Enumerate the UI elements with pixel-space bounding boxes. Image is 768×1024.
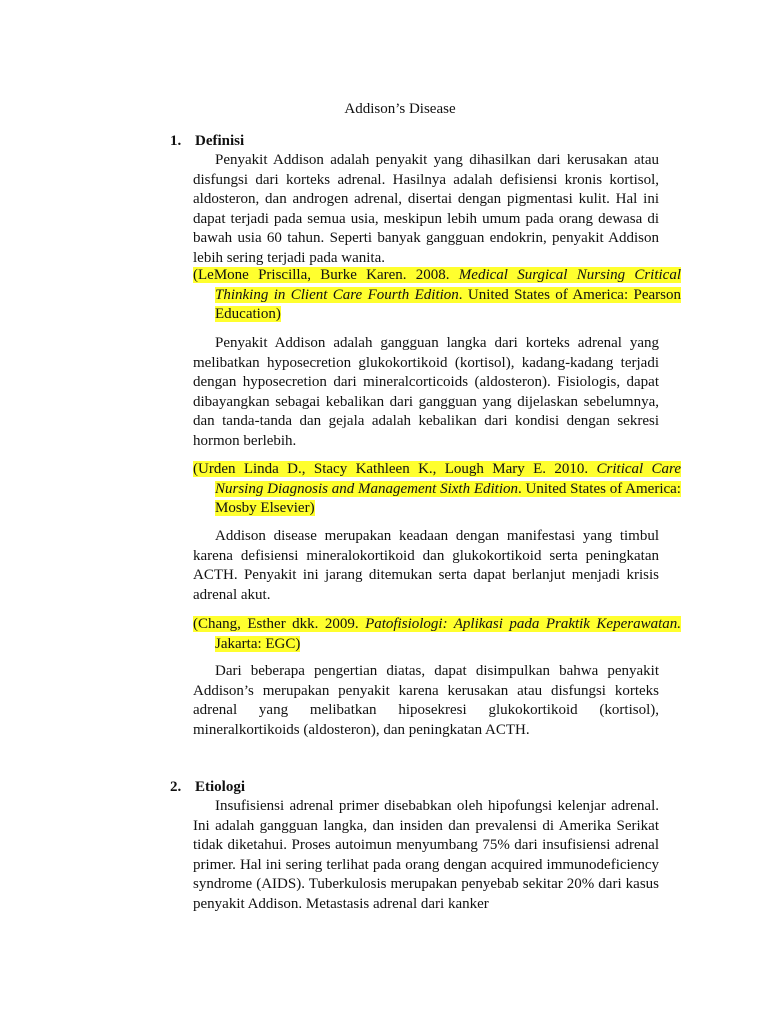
citation-authors: (Chang, Esther dkk. 2009. bbox=[193, 616, 366, 632]
paragraph bbox=[193, 527, 659, 605]
paragraph-text: Penyakit Addison adalah gangguan langka dari korteks adrenal yang melibatkan hyposecretion glukokortikoid (kortisol), kadang-kadang terjadi dengan hyposecretion dari mineralcorticoids (aldosteron). Fisiologis, dapat dibayangkan sebagai kebalikan dari gangguan yang dijelaskan sebelumnya, dan tanda-tanda dan gejala adalah kebalikan dari kondisi dengan sekresi hormon berlebih. bbox=[193, 335, 659, 449]
section-title: Etiologi bbox=[195, 779, 246, 795]
citation-publisher: . United States of America: Mosby Elsevier) bbox=[215, 480, 681, 516]
citation-authors: (LeMone Priscilla, Burke Karen. 2008. bbox=[193, 267, 459, 283]
citation-highlight bbox=[193, 616, 681, 652]
section-title: Definisi bbox=[195, 133, 245, 149]
section-heading-definisi bbox=[170, 133, 244, 150]
paragraph-text: Addison disease merupakan keadaan dengan manifestasi yang timbul karena defisiensi mineralokortikoid dan glukokortikoid serta peningkatan ACTH. Penyakit ini jarang ditemukan serta dapat berlanjut menjadi krisis adrenal akut. bbox=[193, 528, 659, 603]
section-number: 2. bbox=[170, 779, 182, 795]
section-number: 1. bbox=[170, 133, 182, 149]
citation-book-title: Medical Surgical Nursing Critical Thinking in Client Care Fourth Edition bbox=[215, 267, 681, 303]
paragraph bbox=[193, 797, 659, 914]
document-title: Addison’s Disease bbox=[344, 101, 456, 117]
paragraph bbox=[193, 151, 659, 268]
paragraph-text: Dari beberapa pengertian diatas, dapat disimpulkan bahwa penyakit Addison’s merupakan penyakit karena kerusakan atau disfungsi korteks adrenal yang melibatkan hiposekresi glukokortikoid (kortisol), mineralkortikoids (aldosteron), dan peningkatan ACTH. bbox=[193, 663, 659, 738]
citation bbox=[193, 460, 681, 519]
citation-book-title: Patofisiologi: Aplikasi pada Praktik Keperawatan. bbox=[365, 616, 682, 632]
paragraph bbox=[193, 334, 659, 451]
paragraph-text: Insufisiensi adrenal primer disebabkan oleh hipofungsi kelenjar adrenal. Ini adalah gangguan langka, dan insiden dan prevalensi di Amerika Serikat tidak diketahui. Proses autoimun menyumbang 75% dari insufisiensi adrenal primer. Hal ini sering terlihat pada orang dengan acquired immunodeficiency syndrome (AIDS). Tuberkulosis merupakan penyebab sekitar 20% dari kasus penyakit Addison. Metastasis adrenal dari kanker bbox=[193, 798, 659, 912]
citation-publisher: . United States of America: Pearson Education) bbox=[215, 286, 681, 322]
citation-authors: (Urden Linda D., Stacy Kathleen K., Lough Mary E. 2010. bbox=[193, 461, 597, 477]
citation-publisher: Jakarta: EGC) bbox=[215, 635, 301, 652]
citation-highlight bbox=[193, 267, 681, 322]
paragraph-text: Penyakit Addison adalah penyakit yang dihasilkan dari kerusakan atau disfungsi dari korteks adrenal. Hasilnya adalah defisiensi kronis kortisol, aldosteron, dan androgen adrenal, disertai dengan pigmentasi kulit. Hal ini dapat terjadi pada semua usia, meskipun lebih umum pada orang dewasa di bawah usia 60 tahun. Seperti banyak gangguan endokrin, penyakit Addison lebih sering terjadi pada wanita. bbox=[193, 152, 659, 266]
citation-highlight bbox=[193, 461, 681, 516]
section-heading-etiologi bbox=[170, 779, 245, 796]
citation-book-title: Critical Care Nursing Diagnosis and Management Sixth Edition bbox=[215, 461, 681, 497]
paragraph bbox=[193, 662, 659, 740]
citation bbox=[193, 615, 681, 654]
citation bbox=[193, 266, 681, 325]
